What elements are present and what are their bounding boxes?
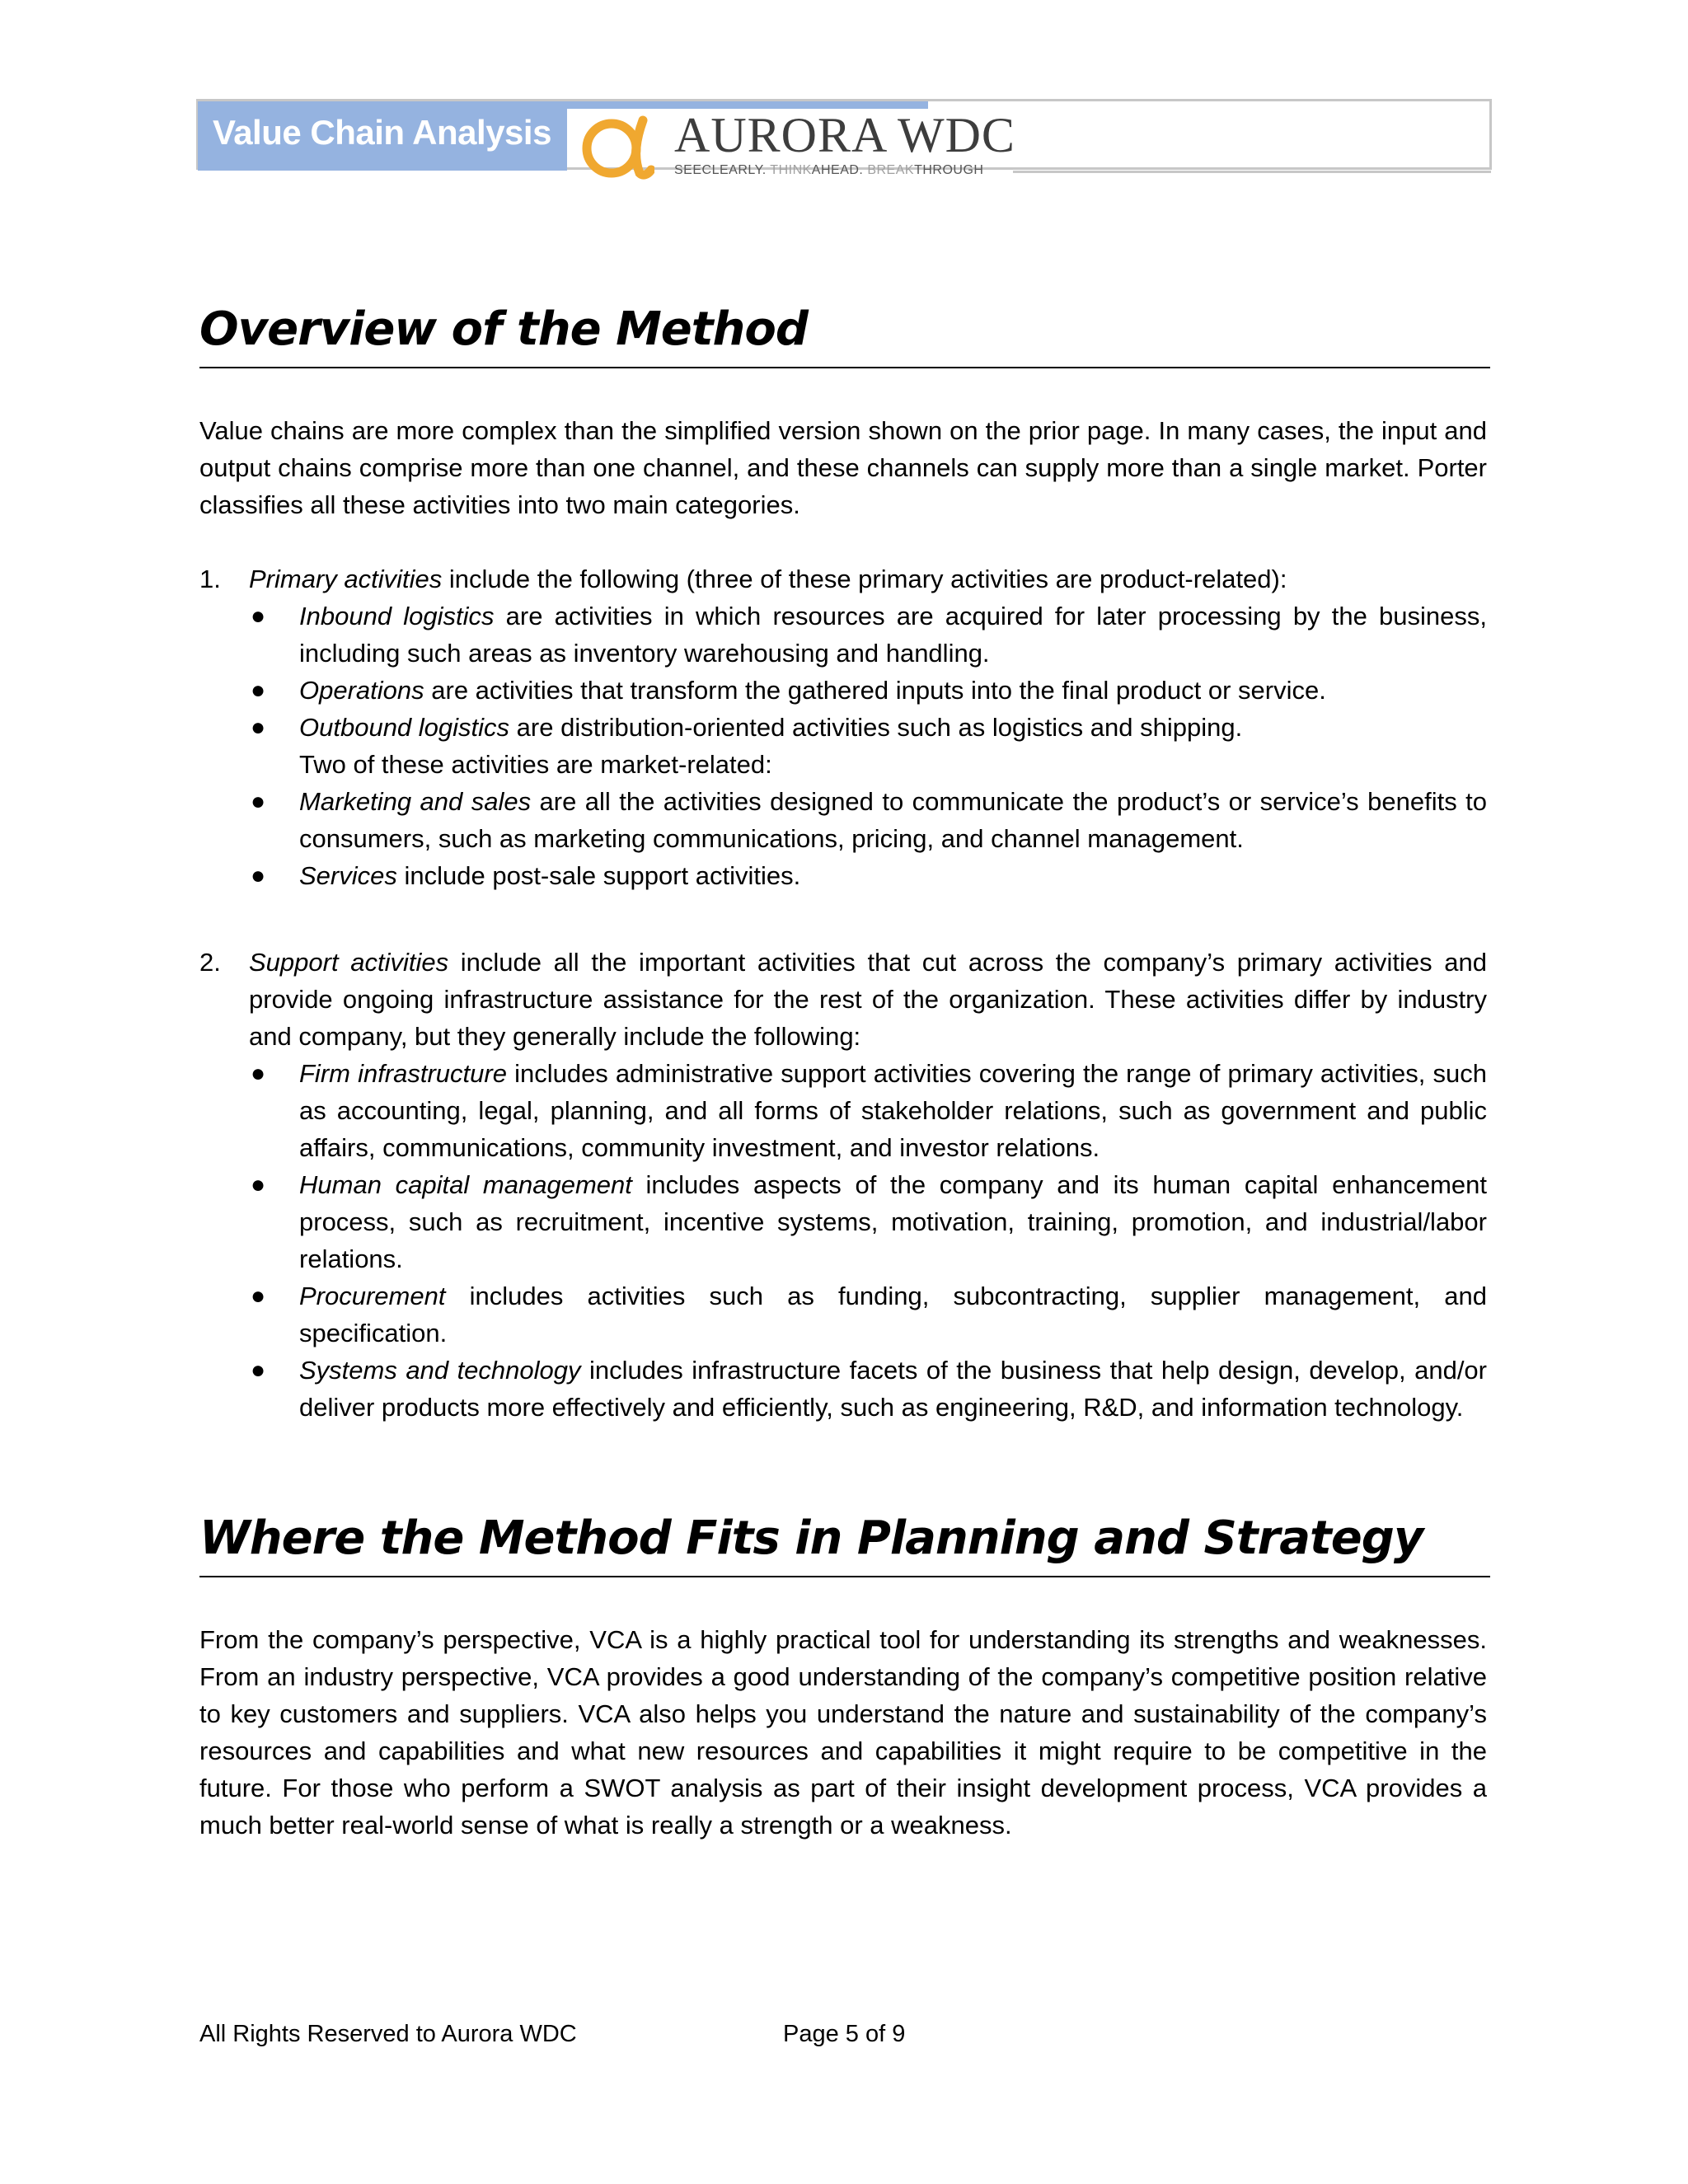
logo-tagline: SEECLEARLY. THINKAHEAD. BREAKTHROUGH [674,163,984,177]
fits-body: From the company’s perspective, VCA is a highly practical tool for understanding its strengths and weaknesses. From an industry perspective, VCA provides a good understanding of the company’s competitive position relative to key customers and suppliers. VCA also helps you understand the nature and sustainability of the company’s resources and capabilities and what new resources and capabilities it might require to be competitive in the future. For those who perform a SWOT analysis as part of their insight development process, VCA provides a much better real-world sense of what is really a strength or a weakness. [199,1625,1487,1840]
bullet-procurement: ● Procurement includes activities such as funding, subcontracting, supplier management, and specification. [249,1277,1487,1352]
term-support: Support activities [249,948,449,977]
bullet-inbound: ● Inbound logistics are activities in which resources are acquired for later processing by the business, including such areas as inventory warehousing and handling. [249,598,1487,672]
bullet-icon: ● [251,1171,266,1198]
header-title-box [198,101,567,171]
footer-rights: All Rights Reserved to Aurora WDC [199,2021,577,2047]
primary-bullets [249,598,1490,894]
bullet-services: ● Services include post-sale support activities. [249,857,1487,894]
logo-wordmark: AURORA WDC [674,108,1015,162]
bullet-operations: ● Operations are activities that transform the gathered inputs into the final product or service. [249,672,1487,709]
overview-heading-rule [199,367,1490,368]
overview-intro: Value chains are more complex than the simplified version shown on the prior page. In many cases, the input and output chains comprise more than one channel, and these channels can supply more than a single market. Porter classifies all these activities into two main categories. [199,416,1487,519]
list-number: 2. [199,948,221,977]
fits-heading: Where the Method Fits in Planning and Strategy [199,1511,1423,1565]
list-item-support: 2. Support activities include all the important activities that cut across the company’s primary activities and provide ongoing infrastructure assistance for the rest of the organization. These activities differ by industry and company, but they generally include the following: ● Firm infrastructure includes administrative support activities covering the range of primary activities, such as accounting, legal, planning, and all forms of stakeholder relations, such as government and public affairs, communications, community investment, and investor relations. ● Human capital management includes aspects of the company and its human capital enhancement process, such as recruitment, incentive systems, motivation, training, promotion, and industrial/labor relations. ● Procurement includes activities such as funding, subcontracting, supplier management, and specification. ● Systems and technology includes infrastructure facets of the business that help design, develop, and/or deliver products more effectively and efficiently, such as engineering, R&D, and information technology. [199,944,1490,1426]
bullet-icon: ● [251,714,266,741]
list-number: 1. [199,565,221,593]
fits-heading-rule [199,1576,1490,1577]
bullet-firm-infrastructure: ● Firm infrastructure includes administrative support activities covering the range of primary activities, such as accounting, legal, planning, and all forms of stakeholder relations, such as government and public affairs, communications, community investment, and investor relations. [249,1055,1487,1166]
activity-list [199,560,1490,894]
bullet-icon: ● [251,602,266,630]
bullet-icon: ● [251,1357,266,1384]
activity-list-support [199,944,1490,1426]
market-related-note: Two of these activities are market-related: [299,750,772,779]
header-tagline-rule [1013,171,1491,173]
footer-page-number: Page 5 of 9 [783,2021,906,2047]
bullet-icon: ● [251,1060,266,1087]
bullet-marketing: ● Marketing and sales are all the activities designed to communicate the product’s or service’s benefits to consumers, such as marketing communications, pricing, and channel management. [249,783,1487,857]
bullet-human-capital: ● Human capital management includes aspects of the company and its human capital enhancement process, such as recruitment, incentive systems, motivation, training, promotion, and industrial/labor relations. [249,1166,1487,1277]
bullet-icon: ● [251,788,266,815]
bullet-outbound: ● Outbound logistics are distribution-oriented activities such as logistics and shipping. [249,709,1487,746]
bullet-icon: ● [251,1282,266,1310]
bullet-systems-technology: ● Systems and technology includes infrastructure facets of the business that help design, develop, and/or deliver products more effectively and efficiently, such as engineering, R&D, and information technology. [249,1352,1487,1426]
alpha-logo-icon [579,114,654,180]
support-bullets [249,1055,1490,1426]
overview-heading: Overview of the Method [199,302,808,356]
bullet-icon: ● [251,862,266,889]
header-title: Value Chain Analysis [213,113,551,152]
bullet-icon: ● [251,677,266,704]
term-primary: Primary activities [249,565,443,593]
list-item-primary: 1. Primary activities include the following (three of these primary activities are product-related): ● Inbound logistics are activities in which resources are acquired for later processing by the business, including such areas as inventory warehousing and handling. ● Operations are activities that transform the gathered inputs into the final product or service. ● Outbound logistics are distribution-oriented activities such as logistics and shipping. Two of these activities are market-related: ● Marketing and sales are all the activities designed to communicate the product’s or service’s benefits to consumers, such as marketing communications, pricing, and channel management. ● Services include post-sale support activities. [199,560,1490,894]
